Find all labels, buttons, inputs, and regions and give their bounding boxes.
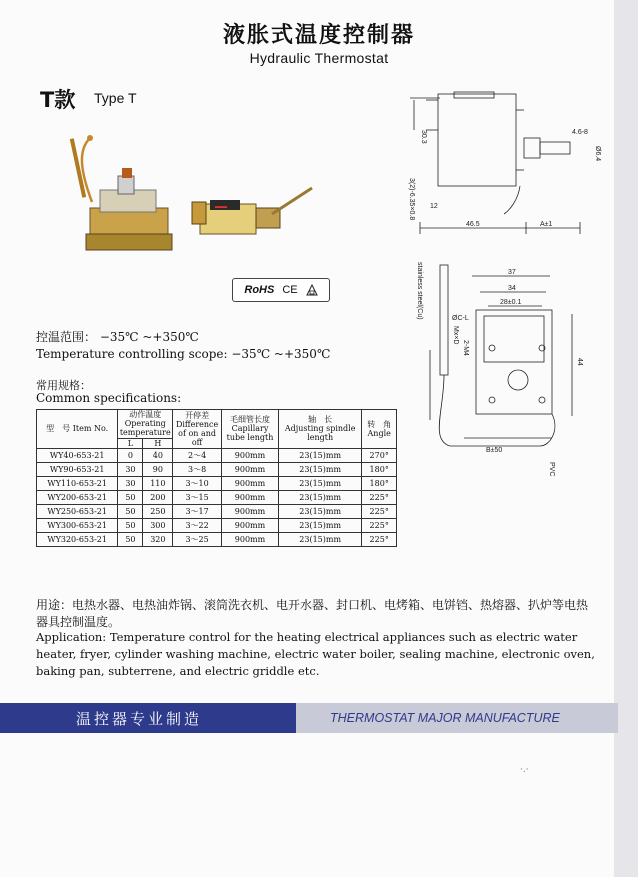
header-spindle-en2: length [307,433,334,443]
cell-diff: 3～15 [173,490,222,504]
header-diff-en3: off [191,438,203,448]
cell-angle: 225° [362,532,397,546]
thermostat-photo-left [70,135,172,250]
model-label-cn: T款 [40,88,76,112]
header-cap-cn: 毛细管长度 [229,415,270,425]
dim-4-6: 4.6-8 [572,129,588,136]
cell-angle: 270° [362,448,397,462]
cell-spindle: 23(15)mm [278,532,361,546]
header-operating-temp [118,410,173,439]
cell-l: 50 [118,490,143,504]
svg-text:▬▬: ▬▬ [215,204,227,210]
cell-h: 300 [143,518,173,532]
cell-l: 50 [118,504,143,518]
spec-title-en: Common specifications: [36,391,182,405]
cell-item: WY110-653-21 [37,476,118,490]
dim-46-5: 46.5 [466,221,480,228]
rohs-mark: RoHS [244,284,275,296]
cell-l: 30 [118,462,143,476]
header-op-temp-en1: Operating [124,419,166,429]
dim-30-3: 30.3 [420,130,427,144]
pvc-label: PVC [548,462,555,477]
header-diff-en1: Difference [175,419,219,429]
dim-m: Mx×D [452,326,459,345]
cell-angle: 180° [362,462,397,476]
table-row [37,448,397,462]
cell-spindle: 23(15)mm [278,490,361,504]
header-diff-cn: 开停差 [185,410,210,420]
table-row [37,518,397,532]
model-label-en: Type T [94,90,137,106]
usage-text-en: Application: Temperature control for the heating electrical appliances such as electric water heater, fryer, cylinder washing machine, electric water boiler, sealing machine, electronic oven, baking pan, subterrene, and electric griddle etc. [36,630,595,678]
thermostat-photo-right [192,188,312,234]
cell-angle: 225° [362,518,397,532]
certification-badge [232,278,330,302]
header-op-temp-cn: 动作温度 [129,410,162,419]
page-title-en: Hydraulic Thermostat [249,50,389,66]
cell-l: 30 [118,476,143,490]
front-view [430,265,572,446]
cell-item: WY90-653-21 [37,462,118,476]
cell-h: 320 [143,532,173,546]
cell-angle: 225° [362,504,397,518]
cell-angle: 225° [362,490,397,504]
scan-speck: ·.· [520,765,529,775]
banner-en: THERMOSTAT MAJOR MANUFACTURE [296,703,618,733]
cell-cap: 900mm [222,448,279,462]
usage-text-cn: 用途：电热水器、电热油炸锅、滚筒洗衣机、电开水器、封口机、电烤箱、电饼铛、热熔器、扒炉等电热器具控制温度。 [36,598,589,629]
cell-cap: 900mm [222,504,279,518]
header-angle [362,410,397,449]
cell-cap: 900mm [222,462,279,476]
cell-diff: 3～22 [173,518,222,532]
banner-cn: 温控器专业制造 [0,703,296,733]
cell-l: 50 [118,518,143,532]
spec-header-row [37,410,397,439]
dim-6-4: Ø6.4 [594,146,601,162]
cell-l: 0 [118,448,143,462]
table-row [37,490,397,504]
table-row [37,504,397,518]
dim-28: 28±0.1 [500,299,522,306]
dim-m4: 2-M4 [462,340,469,356]
cell-cap: 900mm [222,518,279,532]
cell-h: 110 [143,476,173,490]
stainless-label: stainless steel(Cu) [416,262,423,320]
header-spindle [278,410,361,449]
header-op-temp-en2: temperature [119,428,171,438]
scan-edge [614,0,638,877]
technical-drawing [400,90,612,490]
table-row [37,532,397,546]
header-spindle-cn: 轴 长 [308,415,333,425]
cell-h: 90 [143,462,173,476]
temp-range-cn: 控温范围： −35℃ ~+350℃ [36,330,199,344]
header-angle-en: Angle [367,428,391,438]
cell-item: WY250-653-21 [37,504,118,518]
header-op-h: H [143,438,173,448]
cell-h: 250 [143,504,173,518]
cell-cap: 900mm [222,532,279,546]
cell-diff: 2～4 [173,448,222,462]
header-cap-en1: Capillary [231,424,269,434]
cell-spindle: 23(15)mm [278,448,361,462]
side-view-dims [408,129,601,228]
cell-diff: 3～10 [173,476,222,490]
header-difference [173,410,222,449]
dim-tab: 3(2)-6.35×0.8 [408,178,415,221]
cell-h: 40 [143,448,173,462]
dim-34: 34 [508,285,516,292]
side-view [410,92,580,234]
cell-item: WY300-653-21 [37,518,118,532]
temp-range-en: Temperature controlling scope: −35℃ ~+350℃ [36,347,331,361]
cell-spindle: 23(15)mm [278,462,361,476]
cell-h: 200 [143,490,173,504]
cell-l: 50 [118,532,143,546]
dim-a: A±1 [540,221,553,228]
header-cap-en2: tube length [226,433,274,443]
dim-c: ØC-L [452,315,469,322]
table-row [37,476,397,490]
cell-angle: 180° [362,476,397,490]
dim-44: 44 [576,358,583,366]
cell-cap: 900mm [222,490,279,504]
header-spindle-en1: Adjusting spindle [284,424,356,434]
cell-diff: 3～25 [173,532,222,546]
product-photos [60,130,320,270]
cell-item: WY320-653-21 [37,532,118,546]
cell-item: WY200-653-21 [37,490,118,504]
spec-title-cn: 常用规格： [36,379,91,392]
header-diff-en2: of on and [178,428,217,438]
cell-spindle: 23(15)mm [278,518,361,532]
recycle-icon [306,284,318,296]
dim-b: B±50 [486,447,503,454]
cell-cap: 900mm [222,476,279,490]
dim-12: 12 [430,203,438,210]
cell-item: WY40-653-21 [37,448,118,462]
table-row [37,462,397,476]
dim-37: 37 [508,269,516,276]
header-angle-cn: 转 角 [367,419,392,429]
cell-spindle: 23(15)mm [278,504,361,518]
cell-diff: 3～8 [173,462,222,476]
header-item-no: 型 号 Item No. [37,410,118,449]
page-title-cn: 液胀式温度控制器 [222,23,415,48]
header-capillary [222,410,279,449]
ce-mark: CE [282,284,298,296]
cell-spindle: 23(15)mm [278,476,361,490]
cell-diff: 3～17 [173,504,222,518]
spec-table [36,409,397,547]
front-view-dims [416,262,583,476]
header-op-l: L [118,438,143,448]
